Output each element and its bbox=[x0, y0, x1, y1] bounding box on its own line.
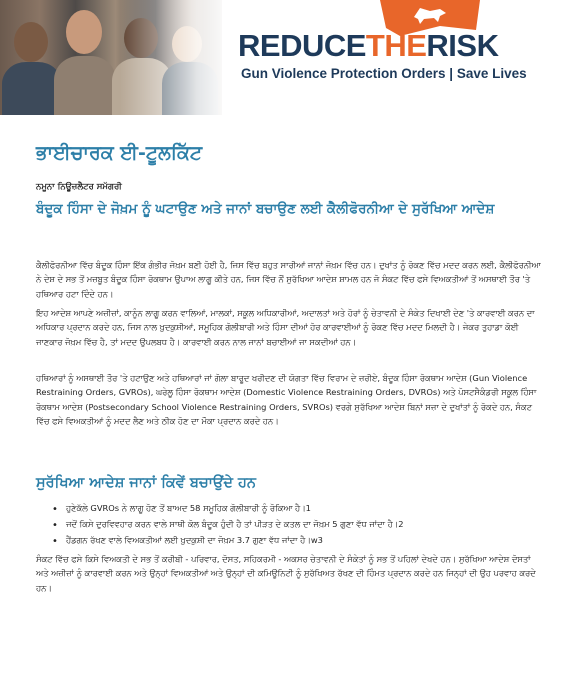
paragraph-closing: ਸੰਕਟ ਵਿੱਚ ਫਸੇ ਕਿਸੇ ਵਿਅਕਤੀ ਦੇ ਸਭ ਤੋਂ ਕਰੀਬੀ - ਪਰਿਵਾਰ, ਦੋਸਤ, ਸਹਿਕਰਮੀ - ਅਕਸਰ ਚੇਤਾਵਨੀ ਦੇ ਸੰਕੇਤਾਂ ਨੂੰ ਸਭ ਤੋਂ ਪਹਿਲਾਂ ਦੇਖਦੇ ਹਨ। ਸੁਰੱਖਿਆ ਆਦੇਸ਼ ਦੋਸਤਾਂ ਅਤੇ ਅਜ਼ੀਜ਼ਾਂ ਨੂੰ ਕਾਰਵਾਈ ਕਰਨ ਅਤੇ ਉਨ੍ਹਾਂ ਵਿਅਕਤੀਆਂ ਅਤੇ ਉਨ੍ਹਾਂ ਦੀ ਕਮਿਊਨਿਟੀ ਨੂੰ ਸੁਰੱਖਿਅਤ ਰੱਖਣ ਦੀ ਹਿੰਮਤ ਪ੍ਰਦਾਨ ਕਰਦੇ ਹਨ ਜਿਨ੍ਹਾਂ ਦੀ ਉਹ ਪਰਵਾਹ ਕਰਦੇ ਹਨ। bbox=[36, 554, 536, 593]
list-item: • ਹੈਂਡਗਨ ਰੱਖਣ ਵਾਲੇ ਵਿਅਕਤੀਆਂ ਲਈ ਖ਼ੁਦਕੁਸ਼ੀ ਦਾ ਜੋਖ਼ਮ 3.7 ਗੁਣਾ ਵੱਧ ਜਾਂਦਾ ਹੈ।w3 bbox=[66, 532, 566, 548]
paragraph-intro: ਕੈਲੀਫੋਰਨੀਆ ਵਿੱਚ ਬੰਦੂਕ ਹਿੰਸਾ ਇੱਕ ਗੰਭੀਰ ਜੋਖ਼ਮ ਬਣੀ ਹੋਈ ਹੈ, ਜਿਸ ਵਿੱਚ ਬਹੁਤ ਸਾਰੀਆਂ ਜਾਨਾਂ ਜੋਖ਼ਮ ਵਿੱਚ ਹਨ। ਦੁਖਾਂਤ ਨੂੰ ਰੋਕਣ ਵਿੱਚ ਮਦਦ ਕਰਨ ਲਈ, ਕੈਲੀਫੋਰਨੀਆ ਨੇ ਦੇਸ਼ ਦੇ ਸਭ ਤੋਂ ਮਜ਼ਬੂਤ ਬੰਦੂਕ ਹਿੰਸਾ ਰੋਕਥਾਮ ਉਪਾਅ ਲਾਗੂ ਕੀਤੇ ਹਨ, ਜਿਸ ਵਿੱਚ ਨੌਂ ਸੁਰੱਖਿਆ ਆਦੇਸ਼ ਸ਼ਾਮਲ ਹਨ ਜੋ ਸੰਕਟ ਵਿੱਚ ਫਸੇ ਵਿਅਕਤੀਆਂ ਤੋਂ ਅਸਥਾਈ ਤੌਰ 'ਤੇ ਹਥਿਆਰ ਹਟਾ ਦਿੰਦੇ ਹਨ। bbox=[36, 260, 541, 299]
header-banner bbox=[0, 0, 572, 115]
brand-logo: REDUCETHERISK bbox=[238, 28, 499, 63]
list-item: • ਜਦੋਂ ਕਿਸੇ ਦੁਰਵਿਵਹਾਰ ਕਰਨ ਵਾਲੇ ਸਾਥੀ ਕੋਲ ਬੰਦੂਕ ਹੁੰਦੀ ਹੈ ਤਾਂ ਪੀੜਤ ਦੇ ਕਤਲ ਦਾ ਜੋਖ਼ਮ 5 ਗੁਣਾ ਵੱਧ ਜਾਂਦਾ ਹੈ।2 bbox=[66, 516, 566, 532]
page-title: ਭਾਈਚਾਰਕ ਈ-ਟੂਲਕਿੱਟ bbox=[36, 142, 203, 164]
list-item: • ਹੁਣੇਕੱਲੇ GVROs ਨੇ ਲਾਗੂ ਹੋਣ ਤੋਂ ਬਾਅਦ 58 ਸਮੂਹਿਕ ਗੋਲੀਬਾਰੀ ਨੂੰ ਰੋਕਿਆ ਹੈ।1 bbox=[66, 500, 566, 516]
paragraph-orders: ਇਹ ਆਦੇਸ਼ ਆਪਣੇ ਅਜ਼ੀਜ਼ਾਂ, ਕਾਨੂੰਨ ਲਾਗੂ ਕਰਨ ਵਾਲਿਆਂ, ਮਾਲਕਾਂ, ਸਕੂਲ ਅਧਿਕਾਰੀਆਂ, ਅਦਾਲਤਾਂ ਅਤੇ ਹੋਰਾਂ ਨੂੰ ਚੇਤਾਵਨੀ ਦੇ ਸੰਕੇਤ ਦਿਖਾਈ ਦੇਣ 'ਤੇ ਕਾਰਵਾਈ ਕਰਨ ਦਾ ਅਧਿਕਾਰ ਪ੍ਰਦਾਨ ਕਰਦੇ ਹਨ, ਜਿਸ ਨਾਲ ਖ਼ੁਦਕੁਸ਼ੀਆਂ, ਸਮੂਹਿਕ ਗੋਲੀਬਾਰੀ ਅਤੇ ਹਿੰਸਾ ਦੀਆਂ ਹੋਰ ਕਾਰਵਾਈਆਂ ਨੂੰ ਰੋਕਣ ਵਿੱਚ ਮਦਦ ਮਿਲਦੀ ਹੈ। ਜੇਕਰ ਤੁਹਾਡਾ ਕੋਈ ਜਾਣਕਾਰ ਜੋਖ਼ਮ ਵਿੱਚ ਹੈ, ਤਾਂ ਮਦਦ ਉਪਲਬਧ ਹੈ। ਕਾਰਵਾਈ ਕਰਨ ਨਾਲ ਜਾਨਾਂ ਬਚਾਈਆਂ ਜਾ ਸਕਦੀਆਂ ਹਨ। bbox=[36, 308, 535, 347]
paragraph-types: ਹਥਿਆਰਾਂ ਨੂੰ ਅਸਥਾਈ ਤੌਰ 'ਤੇ ਹਟਾਉਣ ਅਤੇ ਹਥਿਆਰਾਂ ਜਾਂ ਗੋਲਾ ਬਾਰੂਦ ਖਰੀਦਣ ਦੀ ਯੋਗਤਾ ਵਿੱਚ ਵਿਰਾਮ ਦੇ ਜ਼ਰੀਏ, ਬੰਦੂਕ ਹਿੰਸਾ ਰੋਕਥਾਮ ਆਦੇਸ਼ (Gun Violence Restraining Orders, GVROs), ਘਰੇਲੂ ਹਿੰਸਾ ਰੋਕਥਾਮ ਆਦੇਸ਼ (Domestic Violence Restraining Orders, DVROs) ਅਤੇ ਪੋਸਟਸੈਕੰਡਰੀ ਸਕੂਲ ਹਿੰਸਾ ਰੋਕਥਾਮ ਆਦੇਸ਼ (Postsecondary School Violence Restraining Orders, SVROs) ਵਰਗੇ ਸੁਰੱਖਿਆ ਆਦੇਸ਼ ਬਿਨਾਂ ਸਜ਼ਾ ਦੇ ਦੁਖਾਂਤਾਂ ਨੂੰ ਰੋਕਦੇ ਹਨ, ਸੰਕਟ ਵਿੱਚ ਫਸੇ ਵਿਅਕਤੀਆਂ ਨੂੰ ਮਦਦ ਲੈਣ ਅਤੇ ਠੀਕ ਹੋਣ ਦਾ ਮੌਕਾ ਪ੍ਰਦਾਨ ਕਰਦੇ ਹਨ। bbox=[36, 373, 537, 426]
kicker-label: ਨਮੂਨਾ ਨਿਊਜ਼ਲੈਟਰ ਸਮੱਗਰੀ bbox=[36, 182, 122, 192]
brand-tagline: Gun Violence Protection Orders | Save Lives bbox=[241, 66, 527, 81]
section-heading: ਸੁਰੱਖਿਆ ਆਦੇਸ਼ ਜਾਨਾਂ ਕਿਵੇਂ ਬਚਾਉਂਦੇ ਹਨ bbox=[36, 475, 256, 491]
article-headline: ਬੰਦੂਕ ਹਿੰਸਾ ਦੇ ਜੋਖ਼ਮ ਨੂੰ ਘਟਾਉਣ ਅਤੇ ਜਾਨਾਂ ਬਚਾਉਣ ਲਈ ਕੈਲੀਫੋਰਨੀਆ ਦੇ ਸੁਰੱਖਿਆ ਆਦੇਸ਼ bbox=[36, 201, 495, 217]
stats-list bbox=[36, 500, 566, 549]
